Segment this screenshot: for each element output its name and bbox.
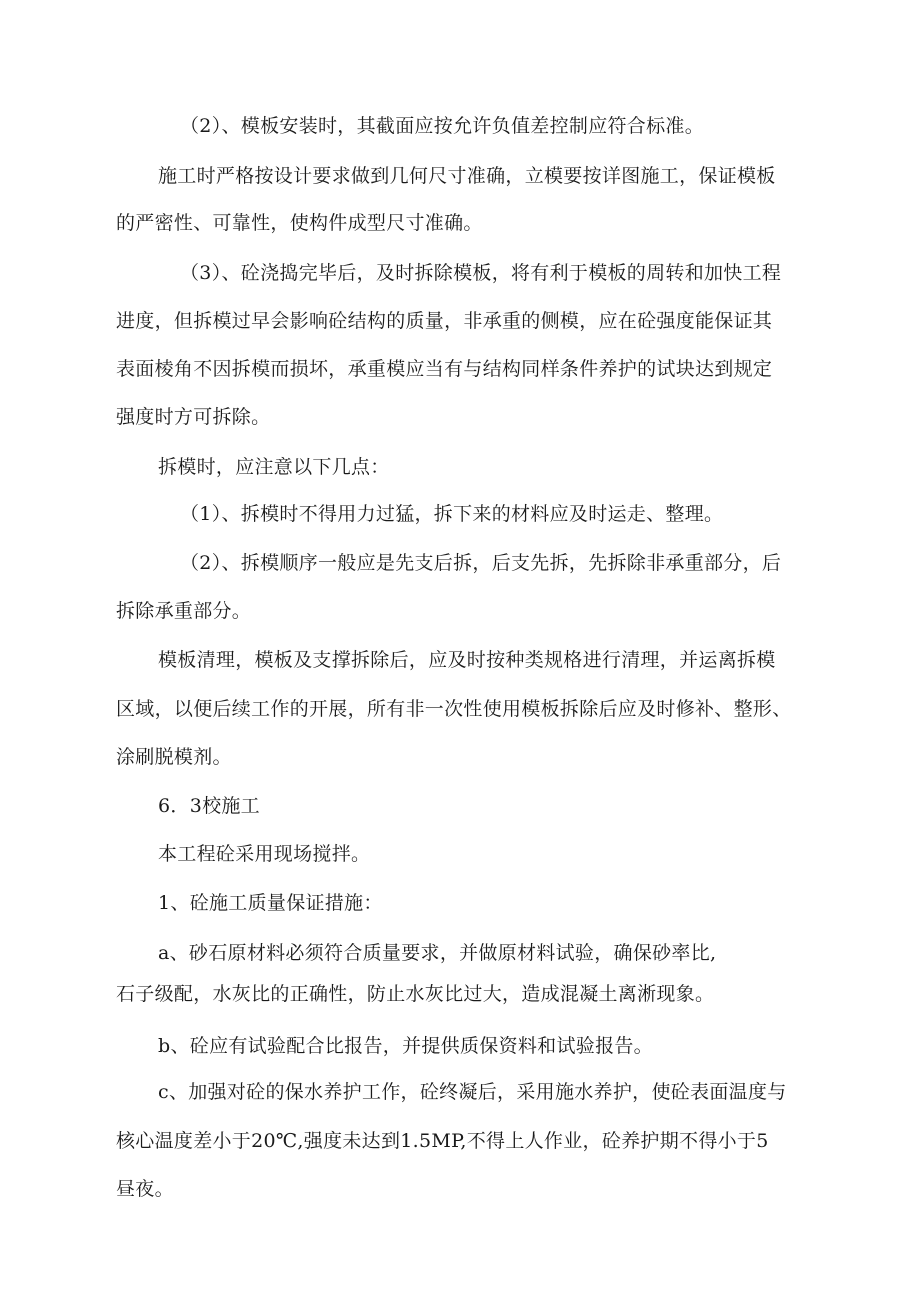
- paragraph-line-12: 模板清理，模板及支撑拆除后，应及时按种类规格进行清理，并运离拆模: [158, 649, 776, 671]
- section-heading: 6．3校施工: [158, 795, 260, 817]
- paragraph-line-4: （3）、砼浇捣完毕后，及时拆除模板，将有利于模板的周转和加快工程: [180, 262, 782, 284]
- paragraph-line-10: （2）、拆模顺序一般应是先支后拆，后支先拆，先拆除非承重部分，后: [180, 552, 782, 574]
- paragraph-line-14: 涂刷脱模剂。: [116, 746, 232, 768]
- paragraph-line-18: a、砂石原材料必须符合质量要求，并做原材料试验，确保砂率比,: [158, 942, 717, 964]
- paragraph-line-3: 的严密性、可靠性，使构件成型尺寸准确。: [116, 212, 483, 234]
- paragraph-line-8: 拆模时，应注意以下几点：: [158, 456, 390, 478]
- paragraph-line-2: 施工时严格按设计要求做到几何尺寸准确，立模要按详图施工，保证模板: [158, 165, 776, 187]
- paragraph-line-17: 1、砼施工质量保证措施：: [158, 892, 383, 914]
- paragraph-line-7: 强度时方可拆除。: [116, 406, 271, 428]
- paragraph-line-20: b、砼应有试验配合比报告，并提供质保资料和试验报告。: [158, 1035, 653, 1057]
- paragraph-line-22: 核心温度差小于20℃,强度未达到1.5MP,不得上人作业，砼养护期不得小于5: [116, 1130, 769, 1152]
- paragraph-line-13: 区域，以便后续工作的开展，所有非一次性使用模板拆除后应及时修补、整形、: [116, 698, 792, 720]
- paragraph-line-6: 表面棱角不因拆模而损坏，承重模应当有与结构同样条件养护的试块达到规定: [116, 358, 773, 380]
- paragraph-line-1: （2）、模板安装时，其截面应按允许负值差控制应符合标准。: [180, 115, 704, 137]
- paragraph-line-5: 进度，但拆模过早会影响砼结构的质量，非承重的侧模，应在砼强度能保证其: [116, 310, 773, 332]
- paragraph-line-23: 昼夜。: [116, 1178, 174, 1200]
- paragraph-line-19: 石子级配，水灰比的正确性，防止水灰比过大，造成混凝土离淅现象。: [116, 983, 715, 1005]
- paragraph-line-11: 拆除承重部分。: [116, 600, 252, 622]
- paragraph-line-21: c、加强对砼的保水养护工作，砼终凝后，采用施水养护，使砼表面温度与: [158, 1081, 787, 1103]
- paragraph-line-16: 本工程砼采用现场搅拌。: [158, 843, 371, 865]
- paragraph-line-9: （1）、拆模时不得用力过猛，拆下来的材料应及时运走、整理。: [180, 503, 724, 525]
